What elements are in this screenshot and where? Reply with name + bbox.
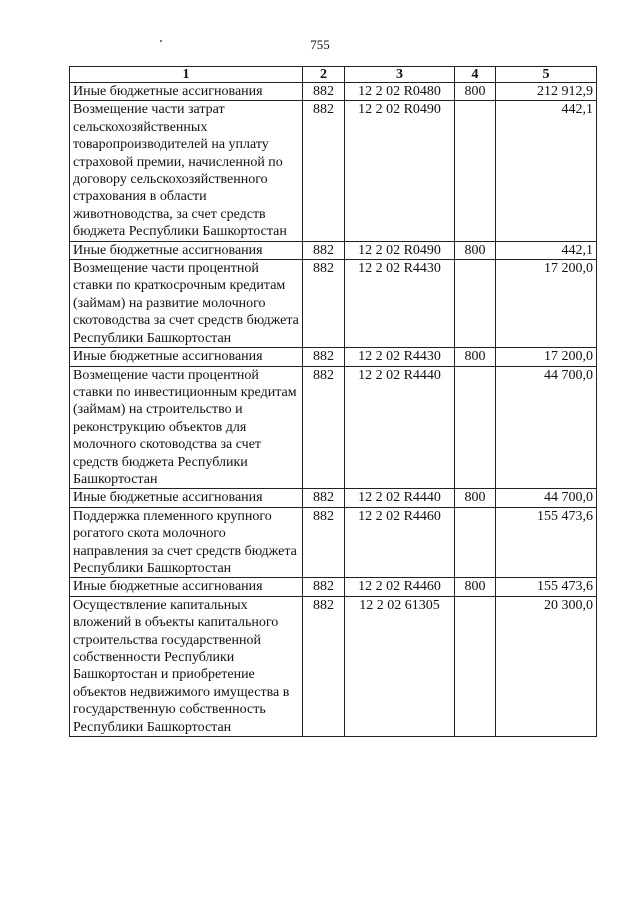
row-expense-type: [455, 260, 496, 348]
header-col-2: 2: [303, 67, 345, 83]
row-target-code: 12 2 02 R0490: [345, 101, 455, 241]
table-row: [70, 83, 597, 101]
table-body: [70, 83, 597, 737]
row-ministry-code: 882: [303, 578, 345, 596]
row-target-code: 12 2 02 R4440: [345, 489, 455, 507]
row-amount: 212 912,9: [496, 83, 597, 101]
row-ministry-code: 882: [303, 366, 345, 489]
table-header: [70, 67, 597, 83]
row-amount: 20 300,0: [496, 596, 597, 736]
table-row: [70, 489, 597, 507]
row-expense-type: 800: [455, 348, 496, 366]
row-name: Иные бюджетные ассигнования: [70, 489, 303, 507]
row-target-code: 12 2 02 R4440: [345, 366, 455, 489]
row-target-code: 12 2 02 R4460: [345, 507, 455, 578]
table-row: [70, 578, 597, 596]
table-row: [70, 596, 597, 736]
budget-table: [69, 66, 597, 737]
row-amount: 17 200,0: [496, 348, 597, 366]
row-amount: 155 473,6: [496, 578, 597, 596]
row-target-code: 12 2 02 R4430: [345, 260, 455, 348]
scan-speck: [160, 40, 162, 42]
row-ministry-code: 882: [303, 260, 345, 348]
row-ministry-code: 882: [303, 83, 345, 101]
row-amount: 17 200,0: [496, 260, 597, 348]
table-row: [70, 101, 597, 241]
row-ministry-code: 882: [303, 507, 345, 578]
table-row: [70, 507, 597, 578]
header-col-4: 4: [455, 67, 496, 83]
header-col-1: 1: [70, 67, 303, 83]
row-ministry-code: 882: [303, 596, 345, 736]
row-amount: 155 473,6: [496, 507, 597, 578]
row-amount: 44 700,0: [496, 366, 597, 489]
row-ministry-code: 882: [303, 101, 345, 241]
row-target-code: 12 2 02 61305: [345, 596, 455, 736]
row-ministry-code: 882: [303, 241, 345, 259]
row-target-code: 12 2 02 R4430: [345, 348, 455, 366]
row-name: Иные бюджетные ассигнования: [70, 241, 303, 259]
row-ministry-code: 882: [303, 489, 345, 507]
table-row: [70, 366, 597, 489]
row-name: Осуществление капитальных вложений в объекты капитального строительства государственной собственности Республики Башкортостан и приобретение объектов недвижимого имущества в государственную собственность Республики Башкортостан: [70, 596, 303, 736]
row-name: Иные бюджетные ассигнования: [70, 578, 303, 596]
table-row: [70, 348, 597, 366]
row-expense-type: 800: [455, 83, 496, 101]
row-expense-type: [455, 366, 496, 489]
row-expense-type: 800: [455, 241, 496, 259]
row-name: Поддержка племенного крупного рогатого скота молочного направления за счет средств бюджета Республики Башкортостан: [70, 507, 303, 578]
row-amount: 442,1: [496, 241, 597, 259]
table-row: [70, 260, 597, 348]
row-target-code: 12 2 02 R0480: [345, 83, 455, 101]
header-row: [70, 67, 597, 83]
row-expense-type: [455, 507, 496, 578]
row-expense-type: [455, 101, 496, 241]
row-expense-type: 800: [455, 489, 496, 507]
row-amount: 442,1: [496, 101, 597, 241]
row-expense-type: 800: [455, 578, 496, 596]
row-name: Возмещение части процентной ставки по инвестиционным кредитам (займам) на строительство и реконструкцию объектов для молочного скотоводства за счет средств бюджета Республики Башкортостан: [70, 366, 303, 489]
header-col-5: 5: [496, 67, 597, 83]
row-target-code: 12 2 02 R0490: [345, 241, 455, 259]
table-row: [70, 241, 597, 259]
row-amount: 44 700,0: [496, 489, 597, 507]
row-ministry-code: 882: [303, 348, 345, 366]
header-col-3: 3: [345, 67, 455, 83]
row-name: Возмещение части затрат сельскохозяйственных товаропроизводителей на уплату страховой премии, начисленной по договору сельскохозяйственного страхования в области животноводства, за счет средств бюджета Республики Башкортостан: [70, 101, 303, 241]
row-name: Иные бюджетные ассигнования: [70, 83, 303, 101]
row-name: Возмещение части процентной ставки по краткосрочным кредитам (займам) на развитие молочного скотоводства за счет средств бюджета Республики Башкортостан: [70, 260, 303, 348]
row-name: Иные бюджетные ассигнования: [70, 348, 303, 366]
row-target-code: 12 2 02 R4460: [345, 578, 455, 596]
page-number: 755: [310, 37, 330, 52]
row-expense-type: [455, 596, 496, 736]
